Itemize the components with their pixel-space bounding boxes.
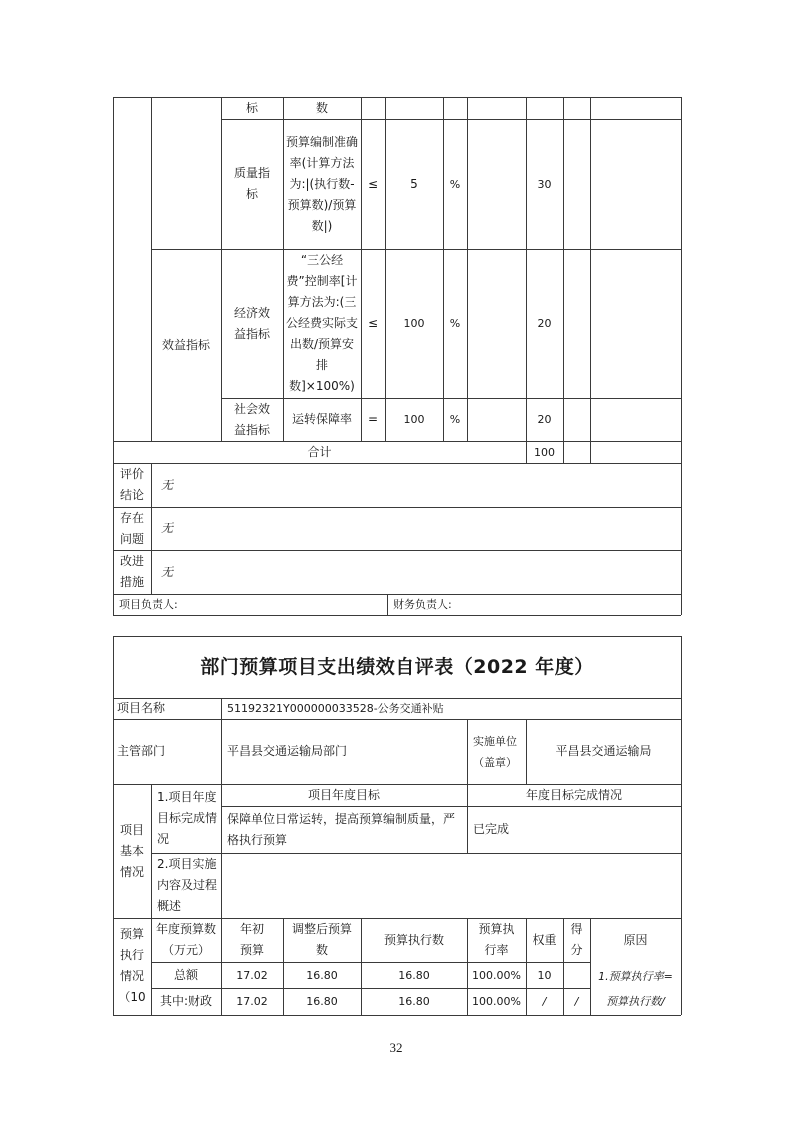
level2-indicator-benefit: 效益指标 [161, 337, 210, 352]
indicator-operator: ≤ [367, 316, 379, 330]
impl-content-value [221, 853, 681, 918]
budget-initial: 17.02 [236, 995, 268, 1008]
budget-row-label: 总额 [173, 967, 198, 982]
budget-adjusted: 16.80 [306, 995, 338, 1008]
budget-rate: 100.00% [472, 995, 521, 1008]
budget-weight: 10 [537, 968, 552, 982]
table-border [113, 1015, 681, 1016]
budget-header-rate: 预算执行率 [478, 922, 515, 957]
goal-completion-header: 年度目标完成情况 [525, 787, 622, 802]
indicator-name: 预算编制准确率(计算方法为:|(执行数-预算数)/预算数|) [286, 134, 359, 233]
budget-rate: 100.00% [472, 968, 521, 982]
evaluation-conclusion-label: 评价结论 [119, 467, 144, 502]
existing-problems-value: 无 [161, 521, 174, 535]
budget-execution-label: 预算执行情况（10 [118, 927, 146, 1004]
budget-header-executed: 预算执行数 [383, 932, 444, 947]
budget-executed: 16.80 [398, 968, 430, 982]
project-name-label: 项目名称 [117, 701, 166, 715]
annual-goal-section-label: 1.项目年度目标完成情况 [157, 790, 218, 846]
improvement-measures-label: 改进措施 [119, 554, 144, 589]
indicator-name: 运转保障率 [291, 412, 352, 426]
budget-header-initial: 年初预算 [239, 922, 264, 957]
project-name-value: 51192321Y000000033528-公务交通补贴 [227, 702, 444, 715]
budget-row-label: 其中:财政 [159, 994, 213, 1008]
indicator-note [590, 119, 681, 249]
indicator-target: 100 [403, 317, 425, 330]
finance-leader-label: 财务负责人: [393, 598, 452, 611]
budget-score [563, 962, 590, 988]
table-border [681, 636, 682, 1015]
indicator-weight: 20 [537, 413, 552, 426]
budget-score: / [574, 995, 579, 1008]
level3-indicator-social: 社会效益指标 [233, 401, 270, 437]
existing-problems-label: 存在问题 [119, 510, 144, 546]
table-border [113, 615, 681, 616]
table-border [113, 97, 681, 98]
indicator-actual [467, 249, 526, 398]
indicator-note [590, 398, 681, 441]
indicator-name: “三公经费”控制率[计算方法为:(三公经费实际支出数/预算安排数]×100%) [286, 253, 359, 393]
project-leader-label: 项目负责人: [119, 598, 178, 611]
indicator-unit: % [449, 317, 461, 330]
indicator-target: 5 [410, 176, 418, 191]
level3-indicator-economic: 经济效益指标 [233, 305, 270, 341]
budget-header-score: 得分 [570, 922, 583, 957]
indicator-actual [467, 398, 526, 441]
page-number: 32 [389, 1040, 403, 1055]
header-cell-level3: 标 [245, 100, 258, 115]
project-basic-info-label: 项目基本情况 [119, 822, 144, 879]
indicator-score [563, 398, 590, 441]
indicator-note [590, 249, 681, 398]
budget-executed: 16.80 [398, 995, 430, 1008]
level3-indicator-quality: 质量指标 [233, 166, 270, 201]
budget-adjusted: 16.80 [306, 968, 338, 982]
improvement-measures-value: 无 [161, 564, 174, 579]
budget-header-adjusted: 调整后预算数 [291, 922, 352, 957]
indicator-score [563, 119, 590, 249]
budget-header-reason: 原因 [623, 932, 648, 947]
supervising-dept-label: 主管部门 [117, 744, 166, 758]
indicator-score [563, 249, 590, 398]
indicator-weight: 30 [537, 177, 552, 191]
indicator-target: 100 [403, 413, 425, 426]
indicator-operator: = [367, 412, 379, 426]
budget-header-weight: 权重 [532, 932, 557, 947]
indicator-weight: 20 [537, 317, 552, 330]
total-label: 合计 [307, 444, 332, 459]
indicator-unit: % [449, 413, 461, 426]
goal-completion-value: 已完成 [473, 822, 510, 836]
annual-goal-header: 项目年度目标 [307, 787, 380, 802]
impl-content-label: 2.项目实施内容及过程概述 [157, 857, 218, 913]
implementing-unit-value: 平昌县交通运输局 [555, 744, 652, 758]
total-weight: 100 [534, 445, 555, 459]
form-title: 部门预算项目支出绩效自评表（2022 年度） [200, 655, 594, 678]
table-border [681, 97, 682, 615]
budget-initial: 17.02 [236, 968, 268, 982]
indicator-unit: % [449, 177, 461, 191]
indicator-operator: ≤ [367, 176, 379, 191]
evaluation-conclusion-value: 无 [161, 477, 174, 492]
header-cell-indicator: 数 [315, 100, 328, 115]
indicator-actual [467, 119, 526, 249]
budget-reason: 1.预算执行率=预算执行数/ [598, 969, 673, 1008]
annual-goal-value: 保障单位日常运转，提高预算编制质量，严格执行预算 [227, 811, 456, 847]
supervising-dept-value: 平昌县交通运输局部门 [227, 744, 348, 758]
budget-weight: / [542, 995, 547, 1008]
budget-header-annual: 年度预算数（万元） [155, 922, 216, 957]
implementing-unit-label: 实施单位（盖章） [473, 734, 517, 769]
